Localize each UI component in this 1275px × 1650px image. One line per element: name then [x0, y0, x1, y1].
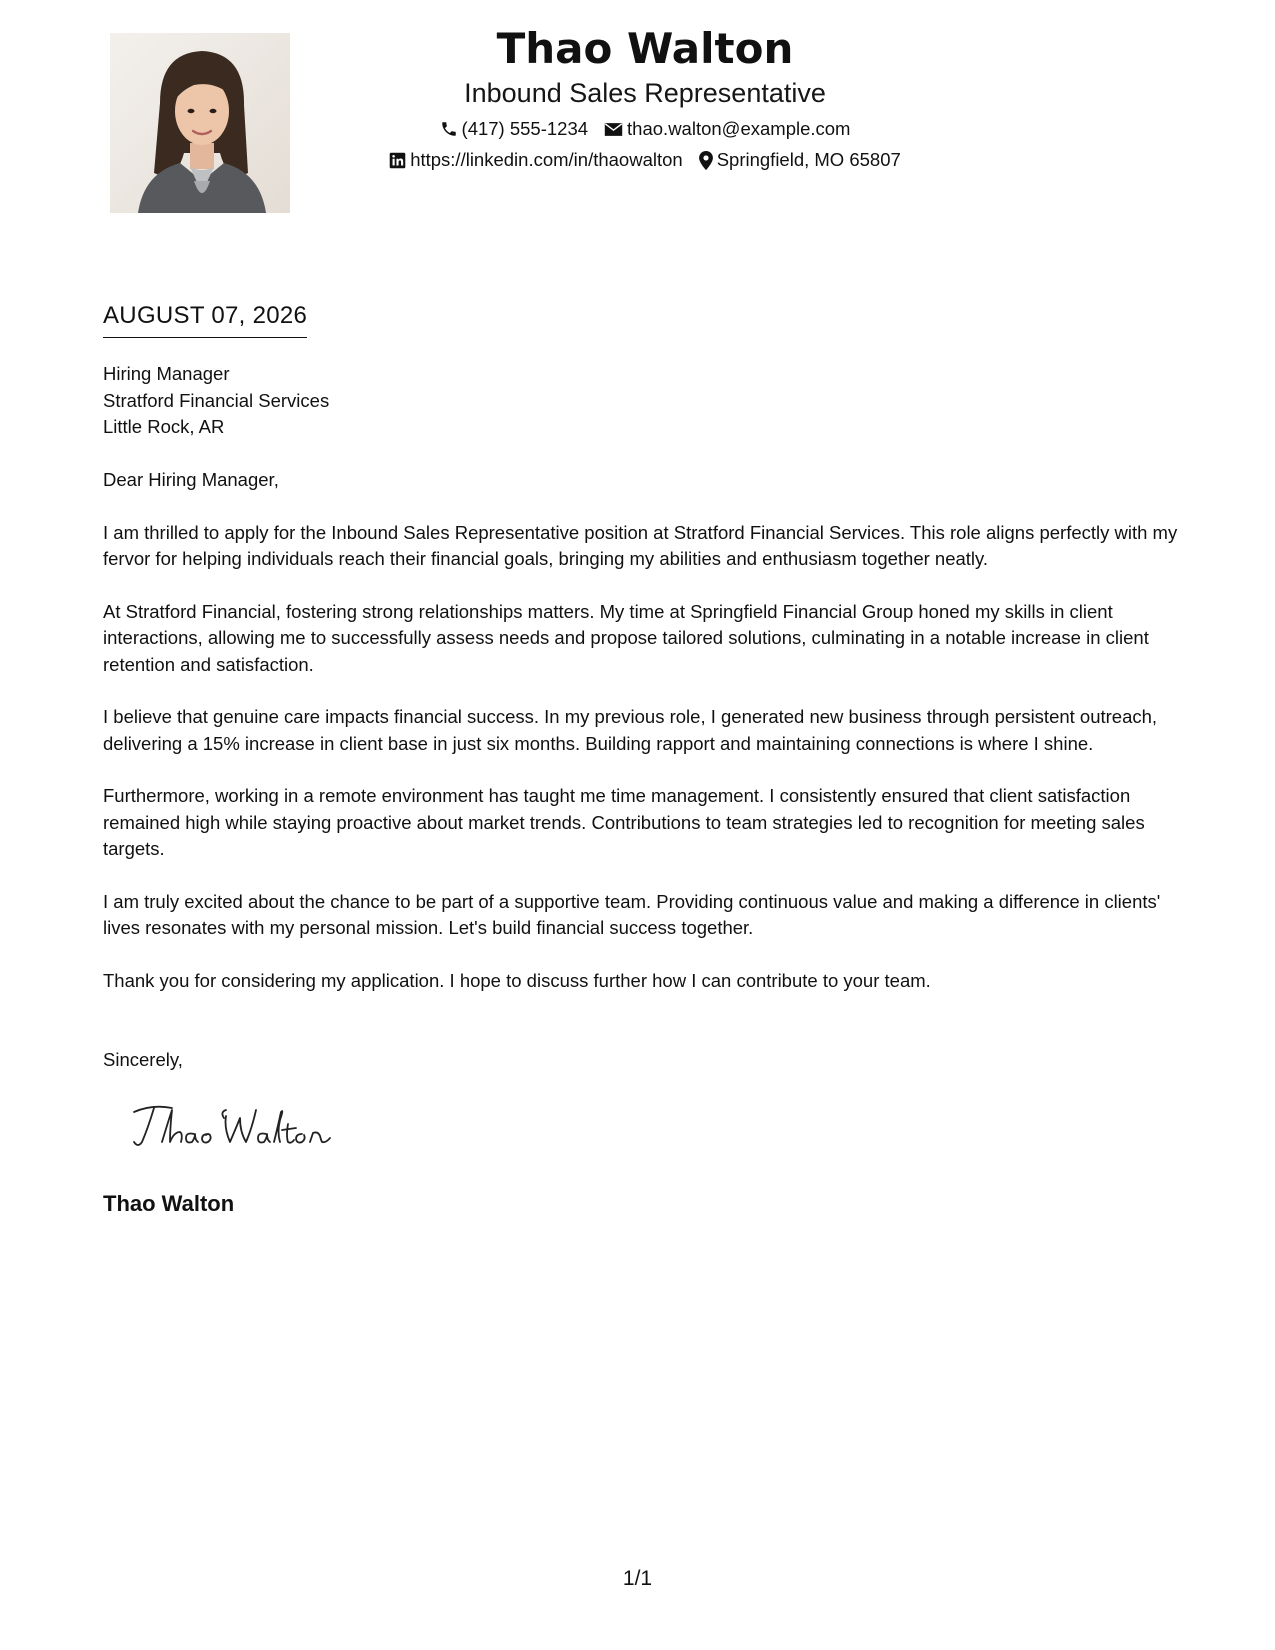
contact-linkedin[interactable]	[389, 148, 683, 172]
contact-row-2	[300, 148, 990, 172]
page-number: 1/1	[622, 1567, 653, 1590]
map-pin-icon	[699, 151, 713, 170]
letter-body	[103, 467, 1178, 1020]
email-text: thao.walton@example.com	[627, 118, 851, 139]
body-paragraph: Thank you for considering my application. I hope to discuss further how I can contribute to your team.	[103, 969, 931, 991]
salutation: Dear Hiring Manager,	[103, 469, 279, 490]
recipient-line: Stratford Financial Services	[103, 389, 330, 411]
body-paragraph: Furthermore, working in a remote environment has taught me time management. I consistently ensured that client satisfaction remained high while staying proactive about market trends. Contributions to team strategies led to recognition for meeting sales targets.	[103, 785, 1145, 859]
phone-icon	[440, 120, 458, 138]
signer-name: Thao Walton	[103, 1191, 235, 1216]
contact-email[interactable]	[604, 117, 850, 141]
linkedin-text: https://linkedin.com/in/thaowalton	[410, 149, 683, 170]
applicant-name: Thao Walton	[496, 24, 794, 73]
letter-date: AUGUST 07, 2026	[103, 301, 307, 338]
recipient-line: Hiring Manager	[103, 363, 230, 384]
contact-phone[interactable]	[440, 117, 589, 141]
contact-location	[699, 148, 901, 172]
body-paragraph: At Stratford Financial, fostering strong relationships matters. My time at Springfield Financial Group honed my skills in client interactions, allowing me to successfully assess needs and propose tailored solutions, culminating in a notable increase in client retention and satisfaction.	[103, 600, 1149, 675]
linkedin-icon	[389, 152, 406, 169]
body-paragraph: I believe that genuine care impacts financial success. In my previous role, I generated new business through persistent outreach, delivering a 15% increase in client base in just six months. Building rapport and maintaining connections is where I shine.	[103, 706, 1158, 754]
envelope-icon	[604, 122, 623, 137]
contact-row-1	[300, 117, 990, 141]
letter-header	[300, 22, 990, 172]
signature-image	[128, 1098, 338, 1154]
profile-photo	[110, 33, 290, 213]
body-paragraph: I am thrilled to apply for the Inbound Sales Representative position at Stratford Financial Services. This role aligns perfectly with my fervor for helping individuals reach their financial goals, bringing my abilities and enthusiasm together neatly.	[103, 521, 1178, 569]
recipient-address	[103, 361, 329, 441]
location-text: Springfield, MO 65807	[716, 149, 901, 170]
phone-text: (417) 555-1234	[461, 118, 589, 139]
recipient-line: Little Rock, AR	[103, 416, 225, 437]
closing: Sincerely,	[103, 1049, 183, 1070]
applicant-title: Inbound Sales Representative	[464, 78, 826, 108]
body-paragraph: I am truly excited about the chance to be part of a supportive team. Providing continuous value and making a difference in clients' lives resonates with my personal mission. Let's build financial success together.	[103, 890, 1161, 938]
